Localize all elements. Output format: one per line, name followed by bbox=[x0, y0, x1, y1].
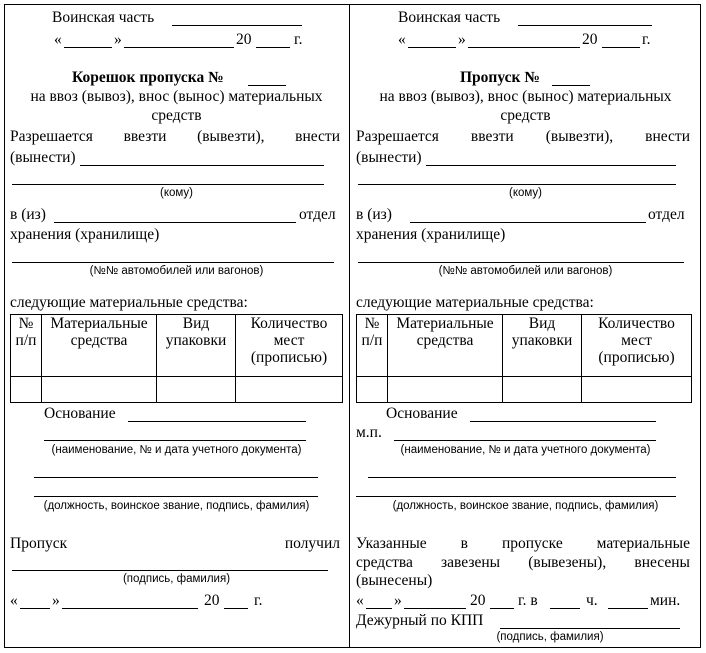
storage-label: хранения (хранилище) bbox=[10, 226, 160, 243]
from-line[interactable] bbox=[410, 222, 646, 223]
caption-signature: (должность, воинское звание, подпись, фамилия) bbox=[43, 500, 310, 512]
date-year: 20 bbox=[582, 31, 598, 48]
official-line-1[interactable] bbox=[368, 477, 676, 478]
pass-main bbox=[350, 4, 701, 648]
bottom-open-quote: « bbox=[356, 592, 364, 609]
date-year-line[interactable] bbox=[602, 47, 640, 48]
from-label: в (из) bbox=[10, 206, 46, 223]
from-label: в (из) bbox=[356, 206, 392, 223]
date-year: 20 bbox=[236, 31, 252, 48]
caption-vehicles: (№№ автомобилей или вагонов) bbox=[438, 265, 613, 277]
bottom-year-line[interactable] bbox=[224, 608, 248, 609]
bottom-g: г. bbox=[254, 592, 263, 609]
date-day-line[interactable] bbox=[408, 47, 456, 48]
bottom-year-line[interactable] bbox=[490, 608, 514, 609]
vehicles-line[interactable] bbox=[358, 262, 684, 263]
caption-signature: (должность, воинское звание, подпись, фамилия) bbox=[392, 500, 659, 512]
col-header-quantity: Количество мест (прописью) bbox=[582, 315, 692, 377]
bottom-hour-label: ч. bbox=[586, 592, 598, 609]
unit-line[interactable] bbox=[172, 25, 302, 26]
storage-label: хранения (хранилище) bbox=[356, 226, 506, 243]
basis-line[interactable] bbox=[470, 421, 656, 422]
bottom-g-v: г. в bbox=[518, 592, 538, 609]
basis-label: Основание bbox=[386, 405, 458, 422]
date-g: г. bbox=[294, 31, 303, 48]
basis-label: Основание bbox=[44, 405, 116, 422]
col-header-number: № п/п bbox=[11, 315, 42, 377]
date-g: г. bbox=[642, 31, 651, 48]
allow-line: Разрешается ввезти (вывезти), внести bbox=[10, 128, 340, 145]
caption-sign-name: (подпись, фамилия) bbox=[496, 631, 604, 643]
col-header-packaging: Вид упаковки bbox=[157, 315, 236, 377]
table-cell[interactable] bbox=[42, 377, 157, 403]
indicated-line-1: Указанные в пропуске материальные bbox=[356, 535, 690, 552]
otdel-label: отдел bbox=[648, 206, 685, 223]
bottom-day-line[interactable] bbox=[366, 608, 392, 609]
unit-label: Воинская часть bbox=[398, 9, 501, 26]
subtitle-line2: средств bbox=[500, 107, 551, 124]
col-header-quantity: Количество мест (прописью) bbox=[236, 315, 343, 377]
document-line[interactable] bbox=[394, 440, 656, 441]
recipient-line-1[interactable] bbox=[426, 165, 676, 166]
indicated-line-3: (вынесены) bbox=[356, 572, 433, 589]
official-line-2[interactable] bbox=[34, 496, 318, 497]
caption-document: (наименование, № и дата учетного документа) bbox=[51, 444, 302, 456]
basis-line[interactable] bbox=[128, 421, 306, 422]
subtitle-line2: средств bbox=[151, 107, 202, 124]
pass-number-line[interactable] bbox=[552, 85, 590, 86]
indicated-line-2: средства завезены (вывезены), внесены bbox=[356, 554, 690, 571]
date-month-line[interactable] bbox=[124, 47, 234, 48]
caption-vehicles: (№№ автомобилей или вагонов) bbox=[89, 265, 264, 277]
vynesti-label: (вынести) bbox=[356, 149, 422, 166]
stub-title: Корешок пропуска № bbox=[72, 69, 224, 86]
col-header-packaging: Вид упаковки bbox=[503, 315, 582, 377]
subtitle-line1: на ввоз (вывоз), внос (вынос) материальных bbox=[379, 88, 672, 105]
bottom-minute-label: мин. bbox=[650, 592, 681, 609]
caption-komu: (кому) bbox=[159, 187, 193, 199]
table-row bbox=[11, 377, 343, 403]
col-header-number: № п/п bbox=[357, 315, 388, 377]
following-label: следующие материальные средства: bbox=[356, 294, 594, 311]
bottom-open-quote: « bbox=[10, 592, 18, 609]
date-open-quote: « bbox=[398, 31, 406, 48]
caption-document: (наименование, № и дата учетного документа) bbox=[400, 444, 651, 456]
from-line[interactable] bbox=[54, 222, 296, 223]
vehicles-line[interactable] bbox=[12, 262, 334, 263]
bottom-month-line[interactable] bbox=[62, 608, 198, 609]
allow-line: Разрешается ввезти (вывезти), внести bbox=[356, 128, 690, 145]
unit-line[interactable] bbox=[518, 25, 652, 26]
date-month-line[interactable] bbox=[468, 47, 580, 48]
materials-table bbox=[10, 314, 343, 403]
bottom-year: 20 bbox=[470, 592, 486, 609]
bottom-close-quote: » bbox=[394, 592, 402, 609]
bottom-day-line[interactable] bbox=[20, 608, 50, 609]
following-label: следующие материальные средства: bbox=[10, 294, 248, 311]
date-year-line[interactable] bbox=[256, 47, 290, 48]
caption-sign-name: (подпись, фамилия) bbox=[122, 573, 231, 585]
materials-table bbox=[356, 314, 692, 403]
table-cell[interactable] bbox=[503, 377, 582, 403]
duty-signature-line[interactable] bbox=[500, 628, 680, 629]
pass-title: Пропуск № bbox=[460, 69, 540, 86]
official-line-1[interactable] bbox=[34, 477, 318, 478]
recipient-line-2[interactable] bbox=[12, 184, 324, 185]
date-open-quote: « bbox=[54, 31, 62, 48]
table-cell[interactable] bbox=[236, 377, 343, 403]
caption-komu: (кому) bbox=[508, 187, 542, 199]
col-header-materials: Материальные средства bbox=[388, 315, 503, 377]
vynesti-label: (вынести) bbox=[10, 149, 76, 166]
bottom-year: 20 bbox=[204, 592, 220, 609]
date-day-line[interactable] bbox=[64, 47, 112, 48]
recipient-line-1[interactable] bbox=[80, 165, 324, 166]
document-line[interactable] bbox=[44, 440, 306, 441]
pass-stub bbox=[4, 4, 349, 648]
otdel-label: отдел bbox=[299, 206, 336, 223]
table-cell[interactable] bbox=[357, 377, 388, 403]
bottom-minute-line[interactable] bbox=[608, 608, 648, 609]
date-close-quote: » bbox=[458, 31, 466, 48]
date-close-quote: » bbox=[114, 31, 122, 48]
unit-label: Воинская часть bbox=[52, 9, 155, 26]
stub-number-line[interactable] bbox=[248, 85, 286, 86]
pass-received-line: Пропуск получил bbox=[10, 535, 340, 552]
table-cell[interactable] bbox=[388, 377, 503, 403]
bottom-month-line[interactable] bbox=[404, 608, 466, 609]
stamp-label: м.п. bbox=[356, 424, 382, 441]
official-line-2[interactable] bbox=[356, 496, 676, 497]
col-header-materials: Материальные средства bbox=[42, 315, 157, 377]
receiver-line[interactable] bbox=[12, 570, 328, 571]
table-cell[interactable] bbox=[11, 377, 42, 403]
recipient-line-2[interactable] bbox=[358, 184, 676, 185]
subtitle-line1: на ввоз (вывоз), внос (вынос) материальных bbox=[30, 88, 323, 105]
table-row bbox=[357, 377, 692, 403]
table-cell[interactable] bbox=[157, 377, 236, 403]
table-cell[interactable] bbox=[582, 377, 692, 403]
duty-label: Дежурный по КПП bbox=[356, 612, 484, 629]
bottom-hour-line[interactable] bbox=[550, 608, 580, 609]
bottom-close-quote: » bbox=[52, 592, 60, 609]
